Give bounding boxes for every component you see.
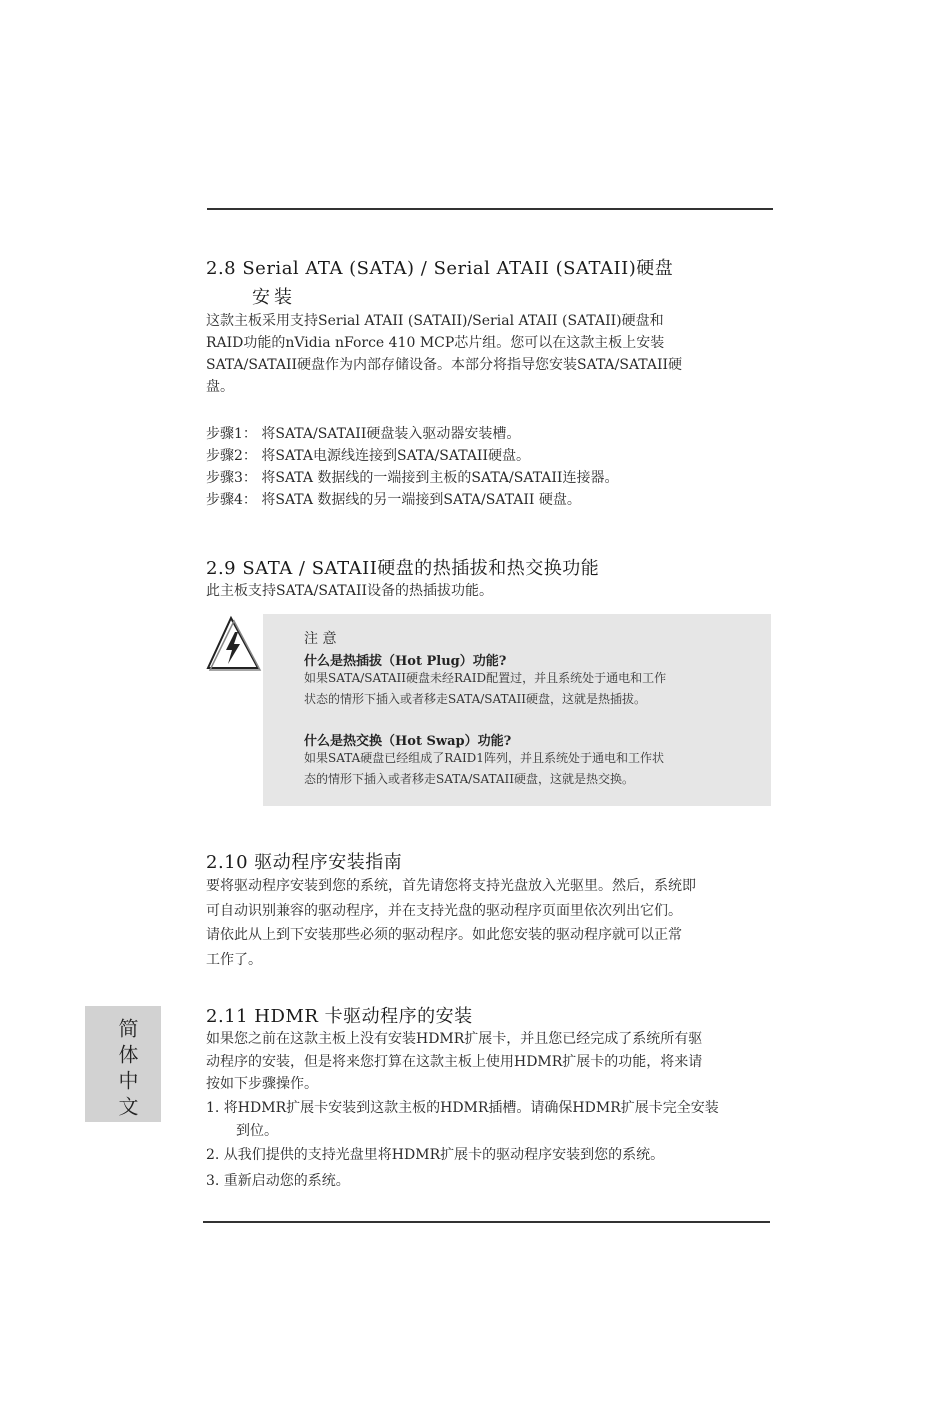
section-2-10-paragraph [206, 874, 772, 972]
note-question-hot-plug: 什么是热插拔（Hot Plug）功能? [304, 654, 507, 669]
warning-icon [204, 614, 262, 672]
note-line: 态的情形下插入或者移走SATA/SATAII硬盘，这就是热交换。 [304, 772, 635, 786]
list-item-continuation: 到位。 [236, 1123, 278, 1139]
paragraph-line: RAID功能的nVidia nForce 410 MCP芯片组。您可以在这款主板上安装 [206, 335, 665, 351]
paragraph-line: 工作了。 [206, 951, 262, 968]
paragraph-line: 动程序的安装，但是将来您打算在这款主板上使用HDMR扩展卡的功能，将来请 [206, 1053, 703, 1070]
paragraph-line: 按如下步骤操作。 [206, 1076, 318, 1092]
language-side-tab [85, 1006, 161, 1122]
note-line: 状态的情形下插入或者移走SATA/SATAII硬盘，这就是热插拔。 [304, 692, 647, 706]
list-item: 3. 重新启动您的系统。 [206, 1173, 350, 1189]
step-item: 步骤2： 将SATA电源线连接到SATA/SATAII硬盘。 [206, 448, 530, 464]
note-answer-hot-plug [304, 668, 666, 710]
paragraph-line: 盘。 [206, 379, 234, 395]
header-rule [207, 208, 773, 210]
section-2-9-intro: 此主板支持SATA/SATAII设备的热插拔功能。 [206, 583, 494, 599]
note-box [263, 614, 771, 806]
footer-rule [203, 1221, 770, 1223]
note-title: 注 意 [304, 631, 337, 647]
section-2-11-heading: 2.11 HDMR 卡驱动程序的安装 [206, 1006, 473, 1027]
list-item: 1. 将HDMR扩展卡安装到这款主板的HDMR插槽。请确保HDMR扩展卡完全安装 [206, 1100, 719, 1116]
paragraph-line: SATA/SATAII硬盘作为内部存储设备。本部分将指导您安装SATA/SATAII硬 [206, 357, 683, 373]
note-question-hot-swap: 什么是热交换（Hot Swap）功能? [304, 734, 512, 749]
paragraph-line: 要将驱动程序安装到您的系统，首先请您将支持光盘放入光驱里。然后，系统即 [206, 878, 696, 894]
section-2-11-paragraph [206, 1028, 772, 1096]
paragraph-line: 请依此从上到下安装那些必须的驱动程序。如此您安装的驱动程序就可以正常 [206, 927, 682, 943]
step-item: 步骤3： 将SATA 数据线的一端接到主板的SATA/SATAII连接器。 [206, 470, 619, 486]
note-answer-hot-swap [304, 748, 664, 790]
section-2-8-paragraph [206, 310, 772, 398]
section-2-8-heading: 2.8 Serial ATA (SATA) / Serial ATAII (SATAII)硬盘 [206, 258, 674, 279]
paragraph-line: 这款主板采用支持Serial ATAII (SATAII)/Serial ATAII (SATAII)硬盘和 [206, 313, 664, 329]
install-steps [206, 423, 618, 511]
note-line: 如果SATA/SATAII硬盘未经RAID配置过，并且系统处于通电和工作 [304, 671, 667, 685]
paragraph-line: 可自动识别兼容的驱动程序，并在支持光盘的驱动程序页面里依次列出它们。 [206, 902, 682, 919]
section-2-8-heading-cont: 安装 [252, 287, 296, 308]
step-item: 步骤1： 将SATA/SATAII硬盘装入驱动器安装槽。 [206, 426, 521, 442]
paragraph-line: 如果您之前在这款主板上没有安装HDMR扩展卡，并且您已经完成了系统所有驱 [206, 1031, 703, 1047]
note-line: 如果SATA硬盘已经组成了RAID1阵列，并且系统处于通电和工作状 [304, 751, 664, 765]
section-2-9-heading: 2.9 SATA / SATAII硬盘的热插拔和热交换功能 [206, 558, 600, 579]
driver-install-steps [206, 1096, 772, 1194]
language-label: 简体中文 [115, 1018, 139, 1122]
list-item: 2. 从我们提供的支持光盘里将HDMR扩展卡的驱动程序安装到您的系统。 [206, 1147, 665, 1163]
step-item: 步骤4： 将SATA 数据线的另一端接到SATA/SATAII 硬盘。 [206, 492, 581, 508]
section-2-10-heading: 2.10 驱动程序安装指南 [206, 852, 403, 873]
